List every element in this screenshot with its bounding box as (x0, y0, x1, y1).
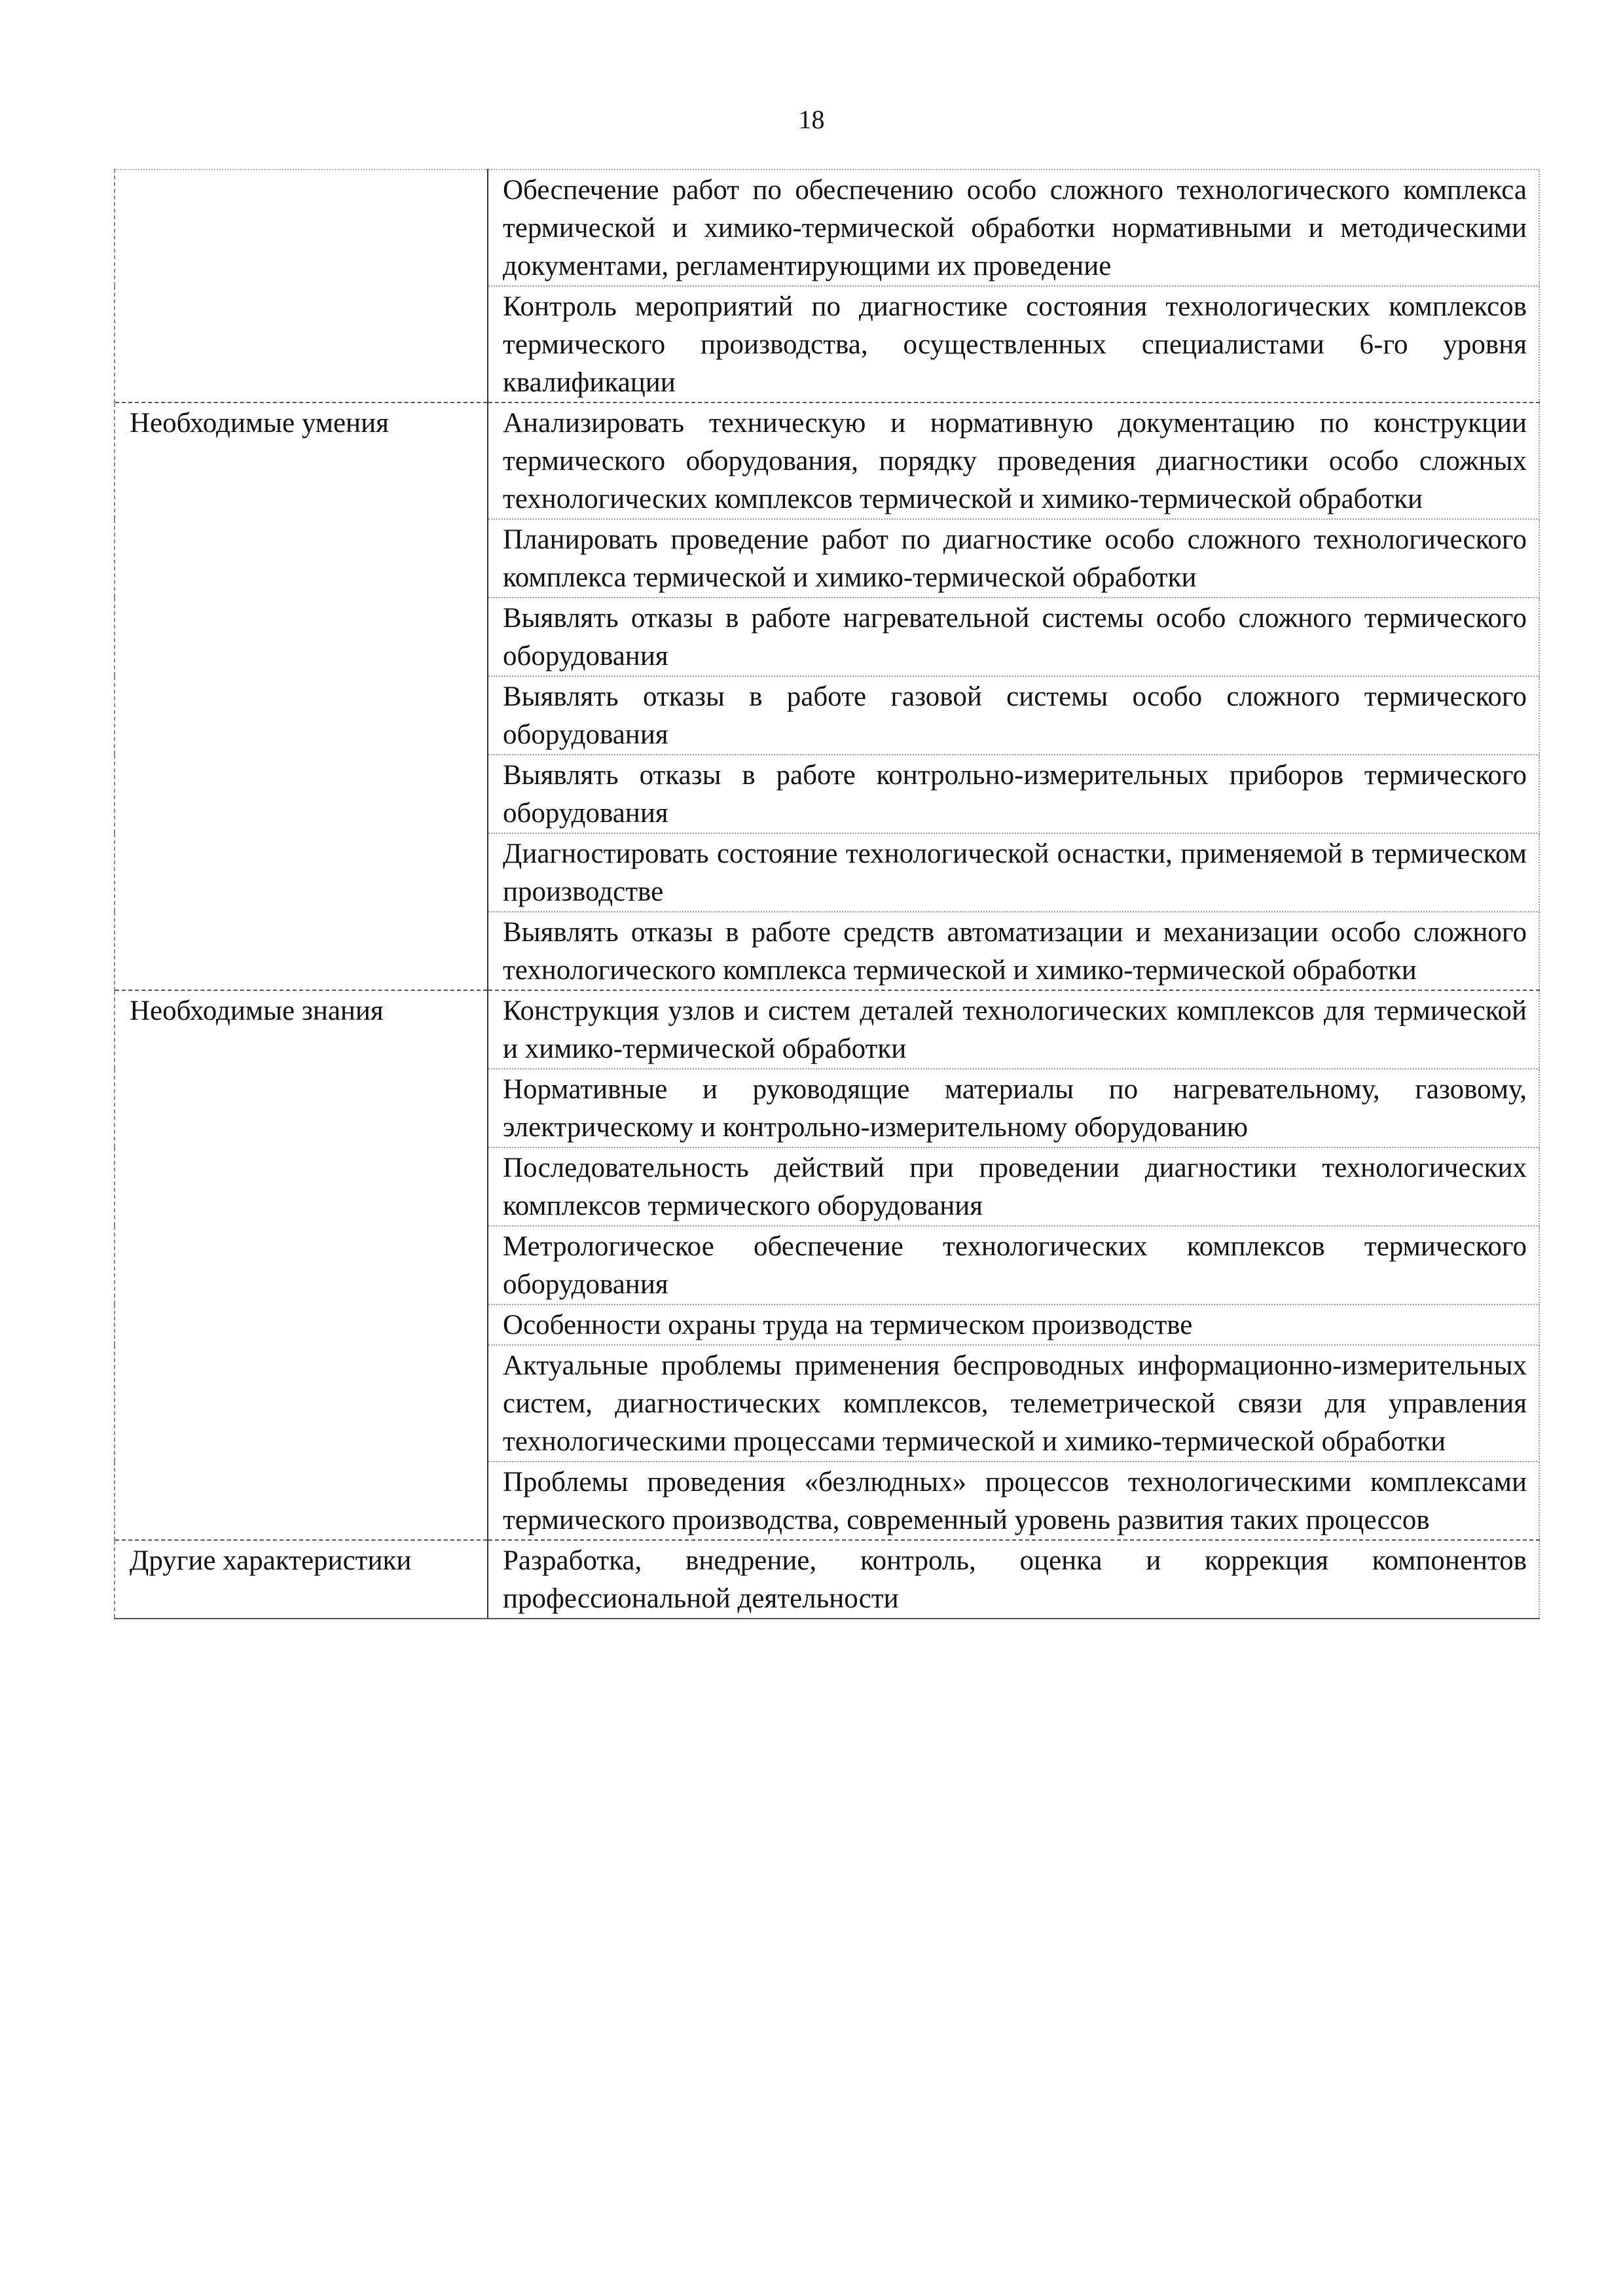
row-text: Диагностировать состояние технологической оснастки, применяемой в термическом производстве (488, 833, 1539, 912)
row-label: Необходимые знания (115, 990, 488, 1069)
table-row (115, 912, 1539, 990)
row-text: Последовательность действий при проведении диагностики технологических комплексов термического оборудования (488, 1147, 1539, 1226)
row-label (115, 1147, 488, 1226)
row-label (115, 598, 488, 676)
row-text: Выявлять отказы в работе контрольно-измерительных приборов термического оборудования (488, 755, 1539, 833)
row-text: Нормативные и руководящие материалы по нагревательному, газовому, электрическому и контрольно-измерительному оборудованию (488, 1069, 1539, 1147)
table-row (115, 755, 1539, 833)
row-label (115, 755, 488, 833)
table-row (115, 833, 1539, 912)
row-text: Метрологическое обеспечение технологических комплексов термического оборудования (488, 1226, 1539, 1304)
table-row (115, 676, 1539, 755)
row-label (115, 912, 488, 990)
row-label (115, 833, 488, 912)
table-row (115, 1226, 1539, 1304)
table-row (115, 1069, 1539, 1147)
row-text: Конструкция узлов и систем деталей технологических комплексов для термической и химико-термической обработки (488, 990, 1539, 1069)
table-row (115, 403, 1539, 519)
table-row (115, 1345, 1539, 1462)
row-label (115, 286, 488, 403)
table-row (115, 1304, 1539, 1345)
row-label (115, 1069, 488, 1147)
row-text: Выявлять отказы в работе средств автоматизации и механизации особо сложного технологического комплекса термической и химико-термической обработки (488, 912, 1539, 990)
table-row (115, 286, 1539, 403)
row-text: Разработка, внедрение, контроль, оценка и коррекция компонентов профессиональной деятельности (488, 1540, 1539, 1619)
row-label (115, 1462, 488, 1540)
row-text: Контроль мероприятий по диагностике состояния технологических комплексов термического производства, осуществленных специалистами 6-го уровня квалификации (488, 286, 1539, 403)
table-row (115, 1147, 1539, 1226)
row-label: Другие характеристики (115, 1540, 488, 1619)
table-row (115, 170, 1539, 286)
row-text: Выявлять отказы в работе нагревательной системы особо сложного термического оборудования (488, 598, 1539, 676)
row-label (115, 1345, 488, 1462)
table-row (115, 1540, 1539, 1619)
qualification-table (114, 169, 1540, 1619)
table-row (115, 598, 1539, 676)
row-label: Необходимые умения (115, 403, 488, 519)
table-row (115, 519, 1539, 598)
row-text: Планировать проведение работ по диагностике особо сложного технологического комплекса термической и химико-термической обработки (488, 519, 1539, 598)
row-text: Обеспечение работ по обеспечению особо сложного технологического комплекса термической и химико-термической обработки нормативными и методическими документами, регламентирующими их проведение (488, 170, 1539, 286)
row-label (115, 1304, 488, 1345)
row-label (115, 170, 488, 286)
row-label (115, 519, 488, 598)
table-row (115, 1462, 1539, 1540)
row-label (115, 676, 488, 755)
row-label (115, 1226, 488, 1304)
page-number: 18 (798, 105, 825, 134)
table-row (115, 990, 1539, 1069)
row-text: Анализировать техническую и нормативную документацию по конструкции термического оборудования, порядку проведения диагностики особо сложных технологических комплексов термической и химико-термической обработки (488, 403, 1539, 519)
row-text: Особенности охраны труда на термическом производстве (488, 1304, 1539, 1345)
row-text: Актуальные проблемы применения беспроводных информационно-измерительных систем, диагностических комплексов, телеметрической связи для управления технологическими процессами термической и химико-термической обработки (488, 1345, 1539, 1462)
row-text: Проблемы проведения «безлюдных» процессов технологическими комплексами термического производства, современный уровень развития таких процессов (488, 1462, 1539, 1540)
row-text: Выявлять отказы в работе газовой системы особо сложного термического оборудования (488, 676, 1539, 755)
